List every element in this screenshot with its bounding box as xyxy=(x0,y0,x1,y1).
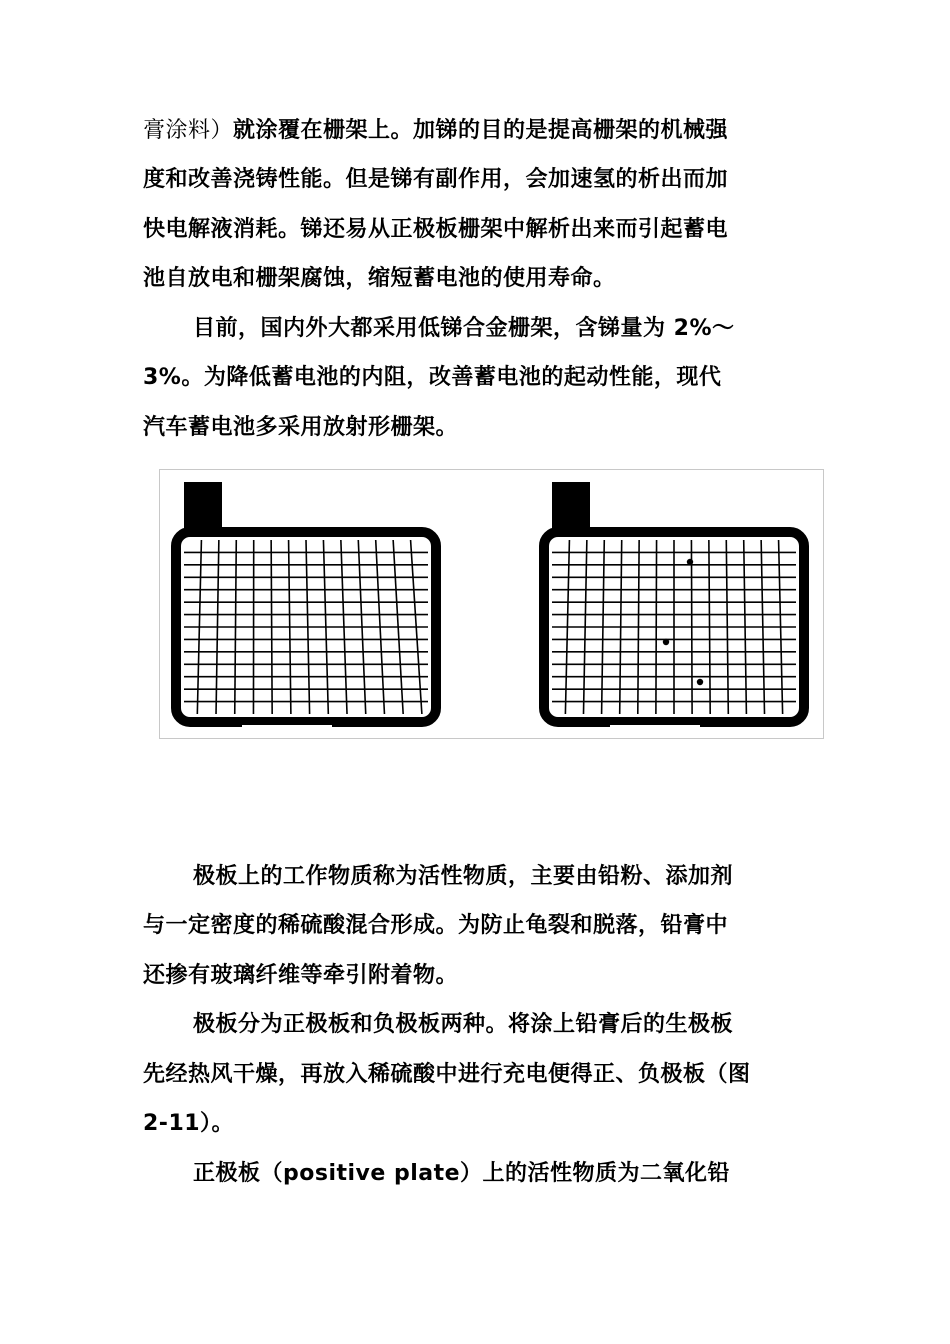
text-line: 先经热风干燥，再放入稀硫酸中进行充电便得正、负极板（图 xyxy=(143,1062,751,1087)
text-line: 目前，国内外大都采用低锑合金栅架，含锑量为 2%～ xyxy=(193,316,735,341)
text-line: 极板上的工作物质称为活性物质，主要由铅粉、添加剂 xyxy=(193,864,734,889)
text-line: 还掺有玻璃纤维等牵引附着物。 xyxy=(143,963,459,988)
text-line: 极板分为正极板和负极板两种。将涂上铅膏后的生极板 xyxy=(193,1012,734,1037)
text-line: 快电解液消耗。锑还易从正极板栅架中解析出来而引起蓄电 xyxy=(143,217,729,242)
text-line: 正极板（positive plate）上的活性物质为二氧化铅 xyxy=(193,1161,731,1186)
text-span: 膏涂料） xyxy=(143,118,234,143)
text-span: 就涂覆在栅架上。加锑的目的是提高栅架的机械强 xyxy=(233,118,729,143)
text-line: 3%。为降低蓄电池的内阻，改善蓄电池的起动性能，现代 xyxy=(143,365,722,390)
text-line: 池自放电和栅架腐蚀，缩短蓄电池的使用寿命。 xyxy=(143,266,616,291)
text-line: 汽车蓄电池多采用放射形栅架。 xyxy=(143,415,459,440)
rectangular-grid-plate xyxy=(176,482,436,731)
grid-plates-figure xyxy=(159,469,824,739)
radial-grid-plate xyxy=(544,482,804,731)
text-line xyxy=(143,116,808,146)
text-line: 度和改善浇铸性能。但是锑有副作用，会加速氢的析出而加 xyxy=(143,167,729,192)
text-line: 2-11）。 xyxy=(143,1111,235,1136)
text-line: 与一定密度的稀硫酸混合形成。为防止龟裂和脱落，铅膏中 xyxy=(143,913,729,938)
